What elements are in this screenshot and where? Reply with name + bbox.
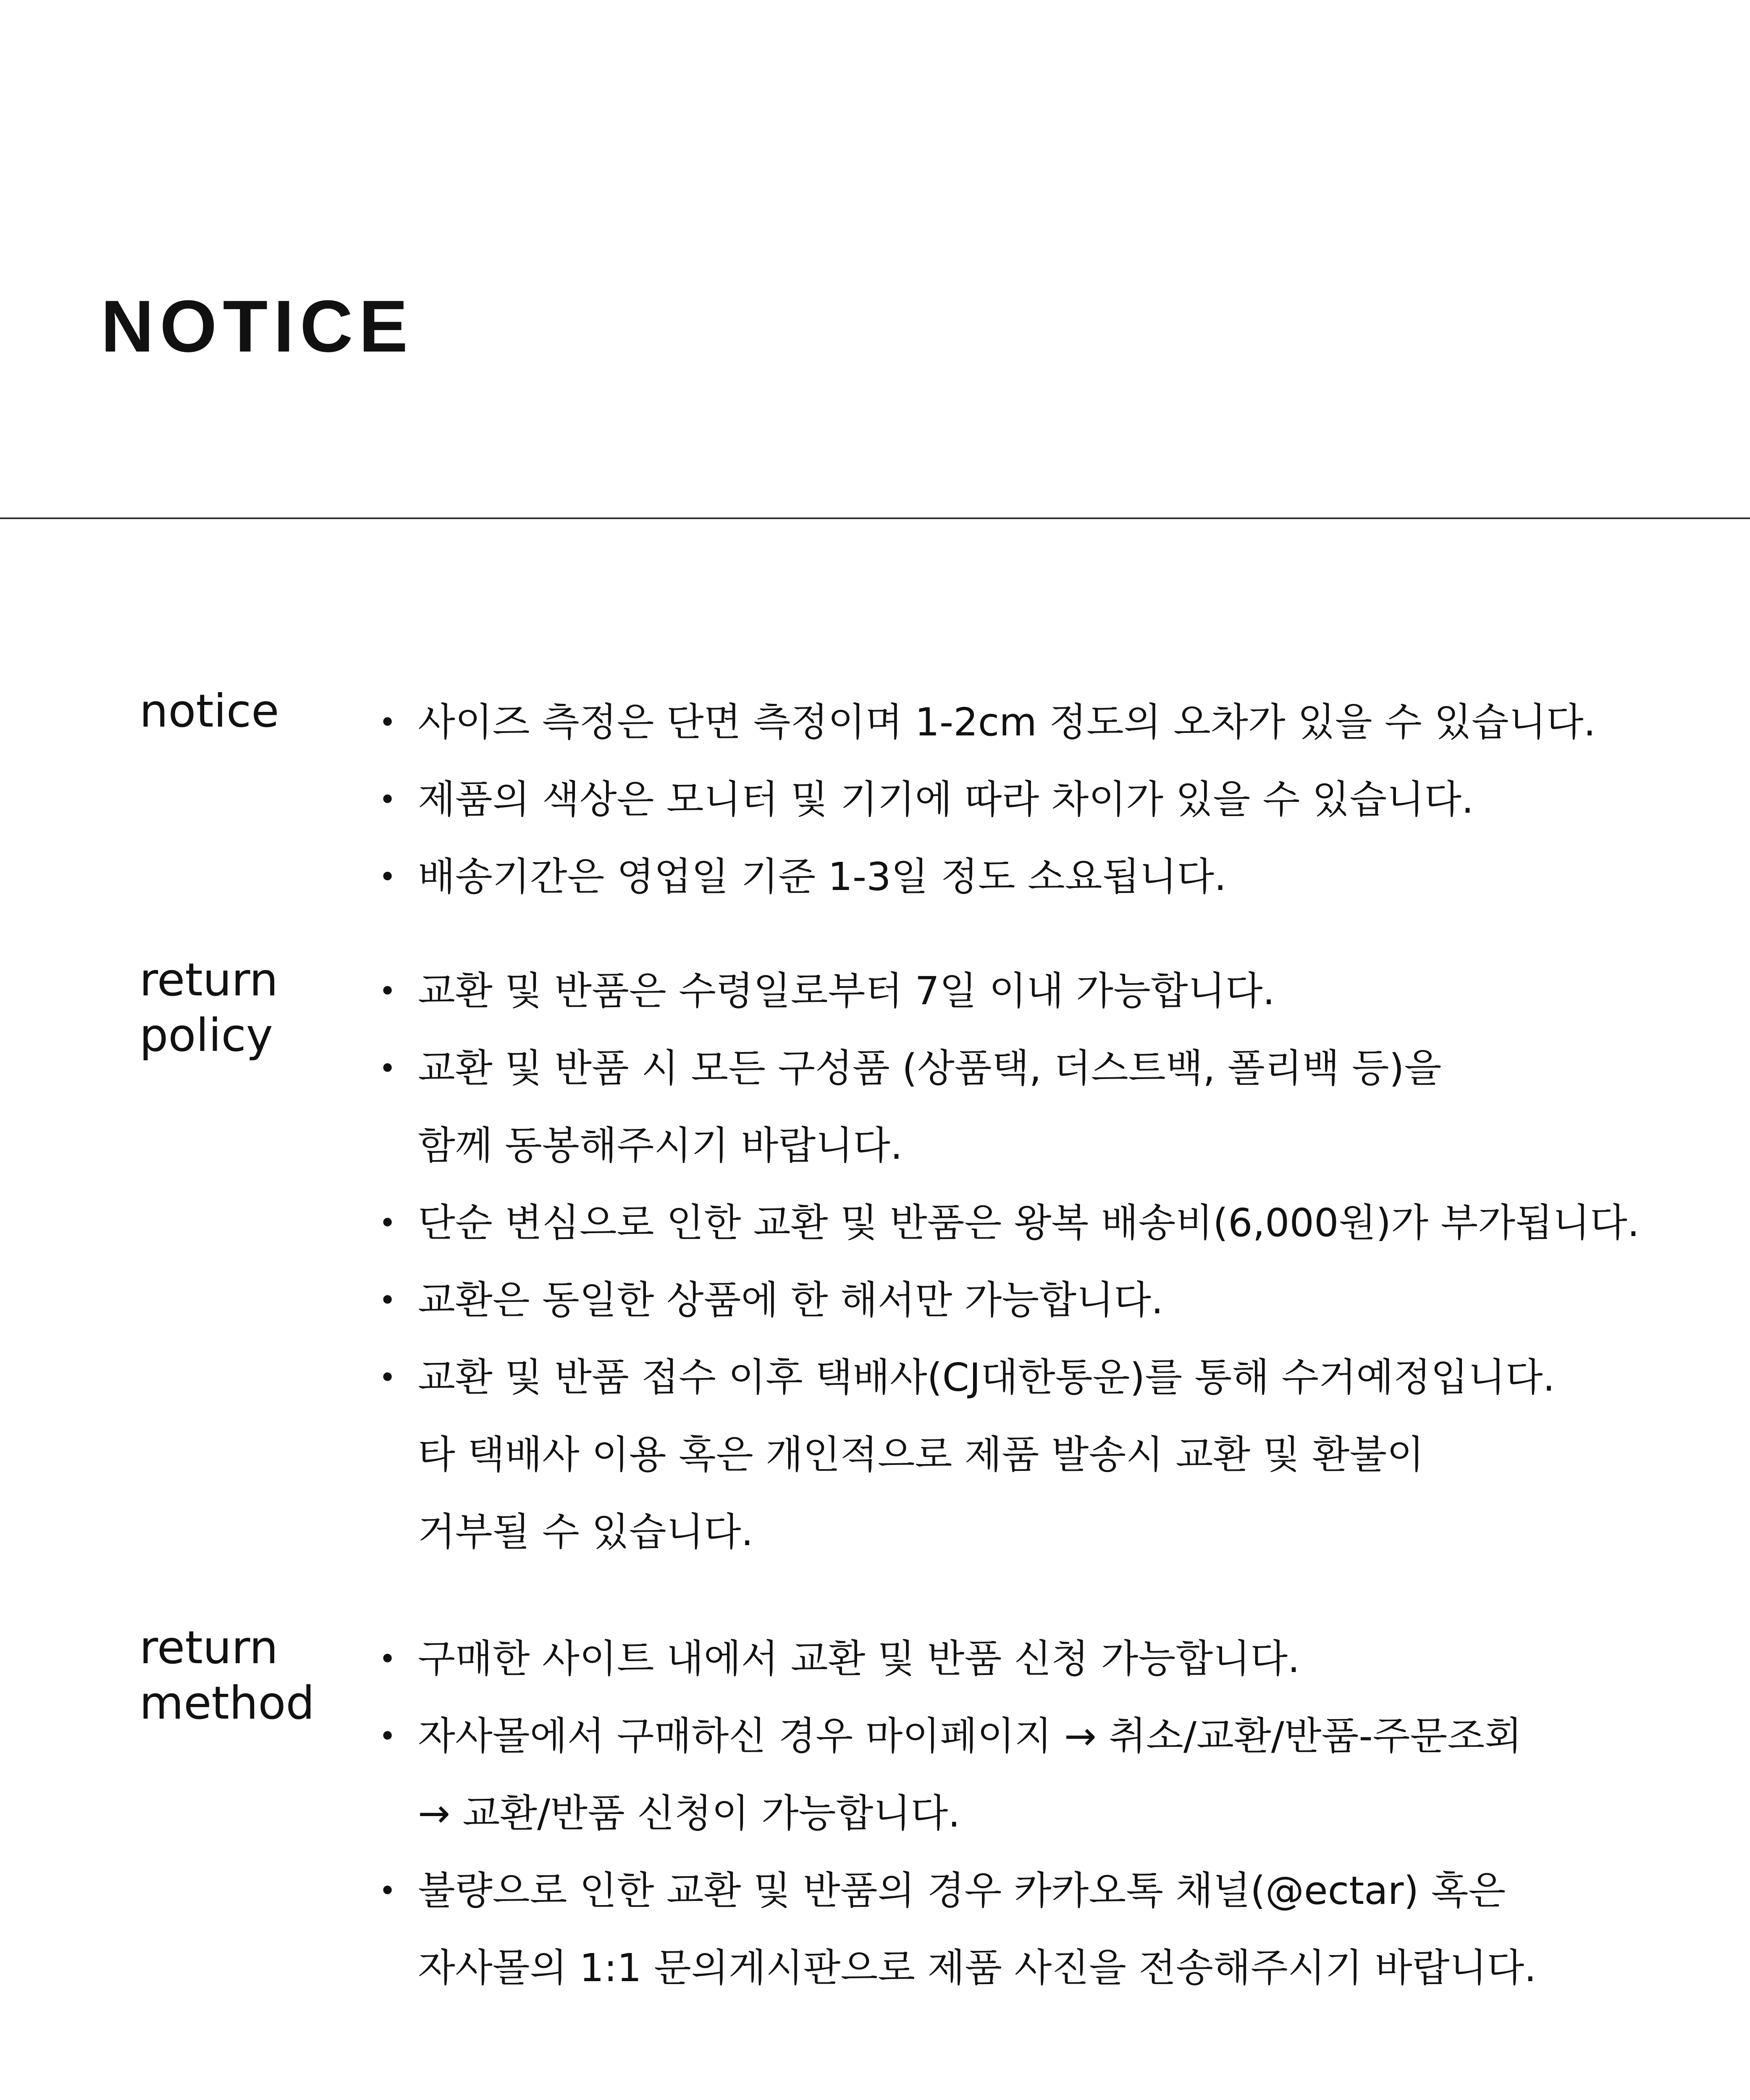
list-item [374,953,1640,1030]
page-title: NOTICE [101,286,414,368]
bullet-icon: • [379,1283,396,1318]
item-line: 단순 변심으로 인한 교환 및 반품은 왕복 배송비(6,000원)가 부가됩니다. [418,1200,1640,1245]
item-line: 불량으로 인한 교환 및 반품의 경우 카카오톡 채널(@ectar) 혹은 [418,1868,1506,1913]
bullet-icon: • [379,1642,396,1676]
item-line: 교환은 동일한 상품에 한 해서만 가능합니다. [418,1278,1164,1323]
item-line: 교환 및 반품 시 모든 구성품 (상품택, 더스트백, 폴리백 등)을 [418,1046,1442,1091]
bullet-icon: • [379,860,396,894]
section-label: return policy [139,954,278,1062]
item-line: 교환 및 반품 접수 이후 택배사(CJ대한통운)를 통해 수거예정입니다. [418,1355,1555,1400]
bullet-icon: • [379,1360,396,1395]
list-item [374,1262,1640,1339]
item-line: 자사몰의 1:1 문의게시판으로 제품 사진을 전송해주시기 바랍니다. [418,1945,1537,1990]
bullet-icon: • [379,705,396,740]
item-line: 구매한 사이트 내에서 교환 및 반품 신청 가능합니다. [418,1636,1300,1681]
item-line: 거부될 수 있습니다. [418,1509,753,1554]
list-item [374,1184,1640,1262]
bullet-icon: • [379,1719,396,1754]
item-line: 자사몰에서 구매하신 경우 마이페이지 → 취소/교환/반품-주문조회 [418,1714,1522,1759]
return-method-list [374,1620,1536,2007]
list-item [374,761,1596,838]
item-line: 함께 동봉해주시기 바랍니다. [418,1123,903,1168]
item-line: 타 택배사 이용 혹은 개인적으로 제품 발송시 교환 및 환불이 [418,1432,1425,1477]
list-item [374,684,1596,761]
bullet-icon: • [379,974,396,1008]
item-line: 배송기간은 영업일 기준 1-3일 정도 소요됩니다. [418,854,1227,899]
bullet-icon: • [379,1874,396,1908]
notice-list [374,684,1596,916]
return-policy-list [374,953,1640,1571]
title-divider [0,517,1750,519]
bullet-icon: • [379,1206,396,1240]
list-item [374,1339,1640,1571]
item-line: 제품의 색상은 모니터 및 기기에 따라 차이가 있을 수 있습니다. [418,777,1474,822]
section-label: return method [139,1622,315,1730]
item-line: 사이즈 측정은 단면 측정이며 1-2cm 정도의 오차가 있을 수 있습니다. [418,700,1596,745]
list-item [374,1030,1640,1184]
section-label: notice [139,685,279,738]
item-line: → 교환/반품 신청이 가능합니다. [418,1791,960,1836]
list-item [374,838,1596,916]
bullet-icon: • [379,782,396,817]
item-line: 교환 및 반품은 수령일로부터 7일 이내 가능합니다. [418,969,1275,1013]
bullet-icon: • [379,1051,396,1086]
list-item [374,1852,1536,2007]
list-item [374,1698,1536,1852]
list-item [374,1620,1536,1698]
